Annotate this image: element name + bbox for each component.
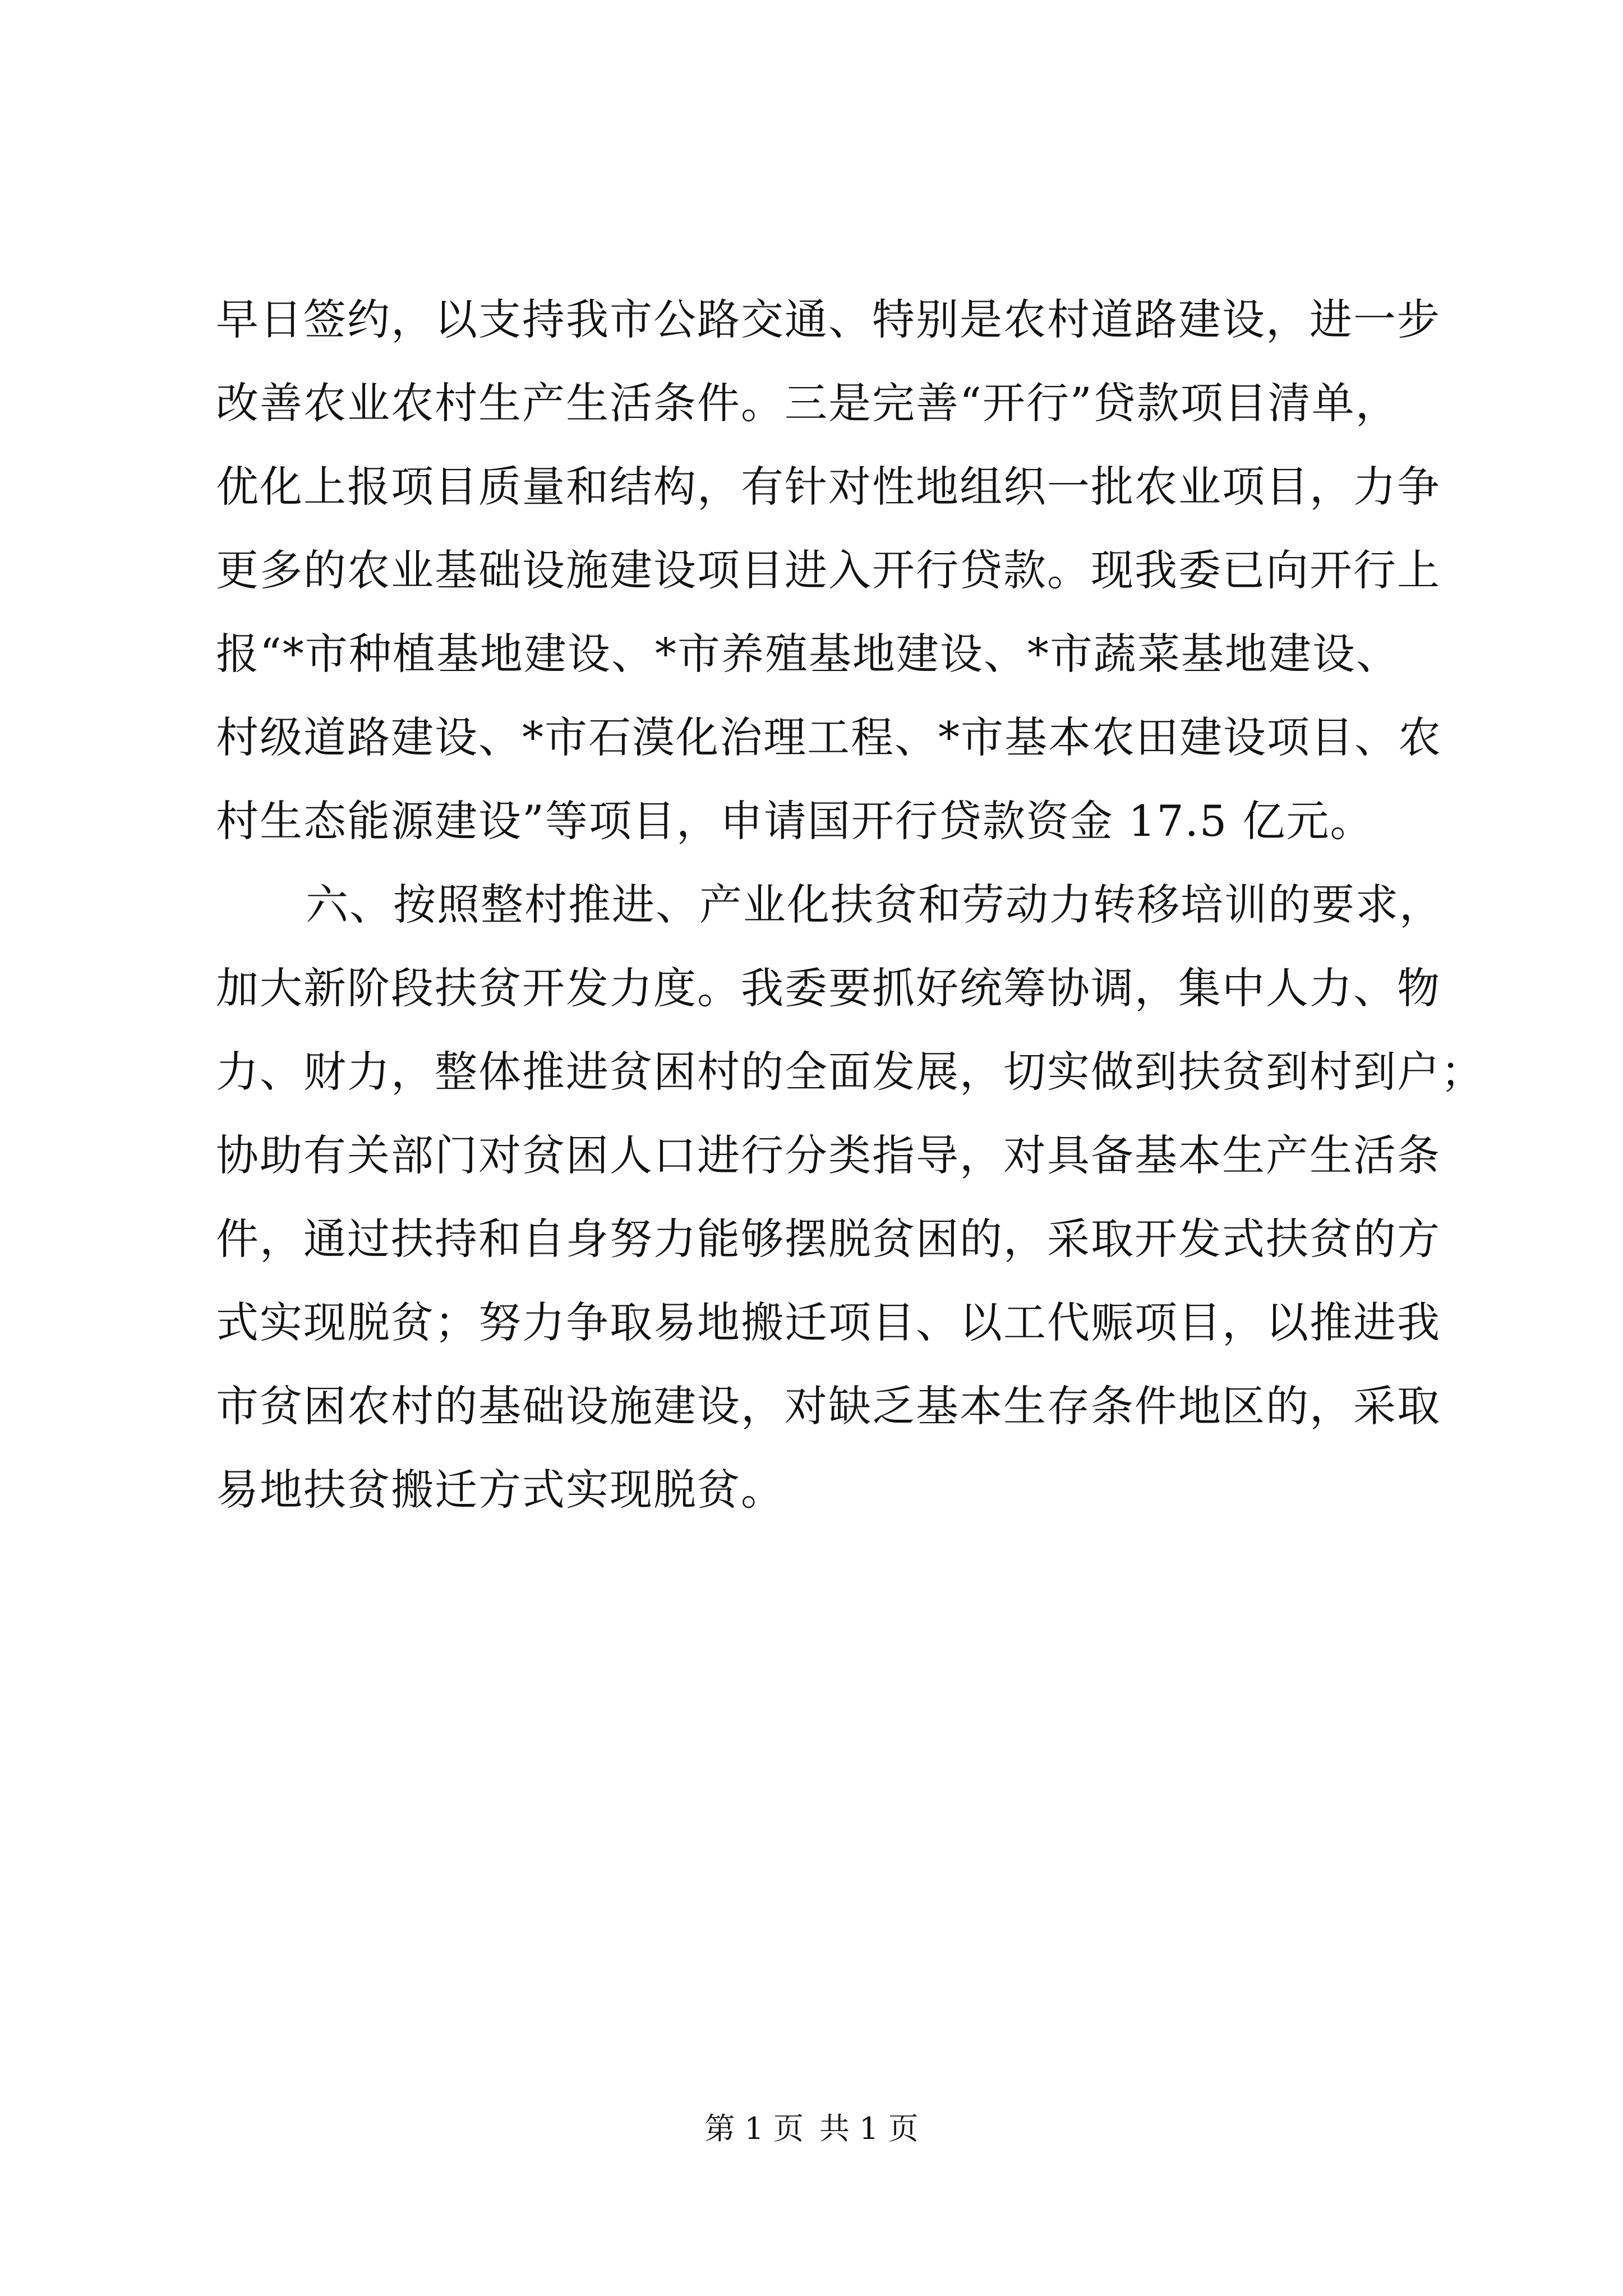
page-number: 第 1 页: [704, 2111, 804, 2146]
text-line: 协助有关部门对贫困人口进行分类指导，对具备基本生产生活条: [216, 1130, 1441, 1180]
text-line: 市贫困农村的基础设施建设，对缺乏基本生存条件地区的，采取: [216, 1381, 1441, 1431]
text-line: 村生态能源建设”等项目，申请国开行贷款资金 17.5 亿元。: [216, 796, 1374, 846]
text-line: 村级道路建设、*市石漠化治理工程、*市基本农田建设项目、农: [216, 712, 1442, 762]
text-line: 易地扶贫搬迁方式实现脱贫。: [216, 1465, 785, 1515]
text-line: 力、财力，整体推进贫困村的全面发展，切实做到扶贫到村到户；: [216, 1047, 1484, 1097]
text-line: 早日签约，以支持我市公路交通、特别是农村道路建设，进一步: [216, 295, 1441, 344]
text-line: 件，通过扶持和自身努力能够摆脱贫困的，采取开发式扶贫的方: [216, 1214, 1441, 1264]
page-total: 共 1 页: [819, 2111, 919, 2146]
text-line: 式实现脱贫；努力争取易地搬迁项目、以工代赈项目，以推进我: [216, 1297, 1441, 1347]
text-line: 优化上报项目质量和结构，有针对性地组织一批农业项目，力争: [216, 462, 1441, 512]
text-line: 报“*市种植基地建设、*市养殖基地建设、*市蔬菜基地建设、: [216, 629, 1400, 679]
paragraph-first-line: 六、按照整村推进、产业化扶贫和劳动力转移培训的要求，: [306, 880, 1443, 930]
text-line: 更多的农业基础设施建设项目进入开行贷款。现我委已向开行上: [216, 545, 1441, 595]
text-line: 改善农业农村生产生活条件。三是完善“开行”贷款项目清单，: [216, 378, 1399, 428]
page-footer: [0, 2109, 1623, 2148]
text-line: 加大新阶段扶贫开发力度。我委要抓好统筹协调，集中人力、物: [216, 963, 1441, 1013]
